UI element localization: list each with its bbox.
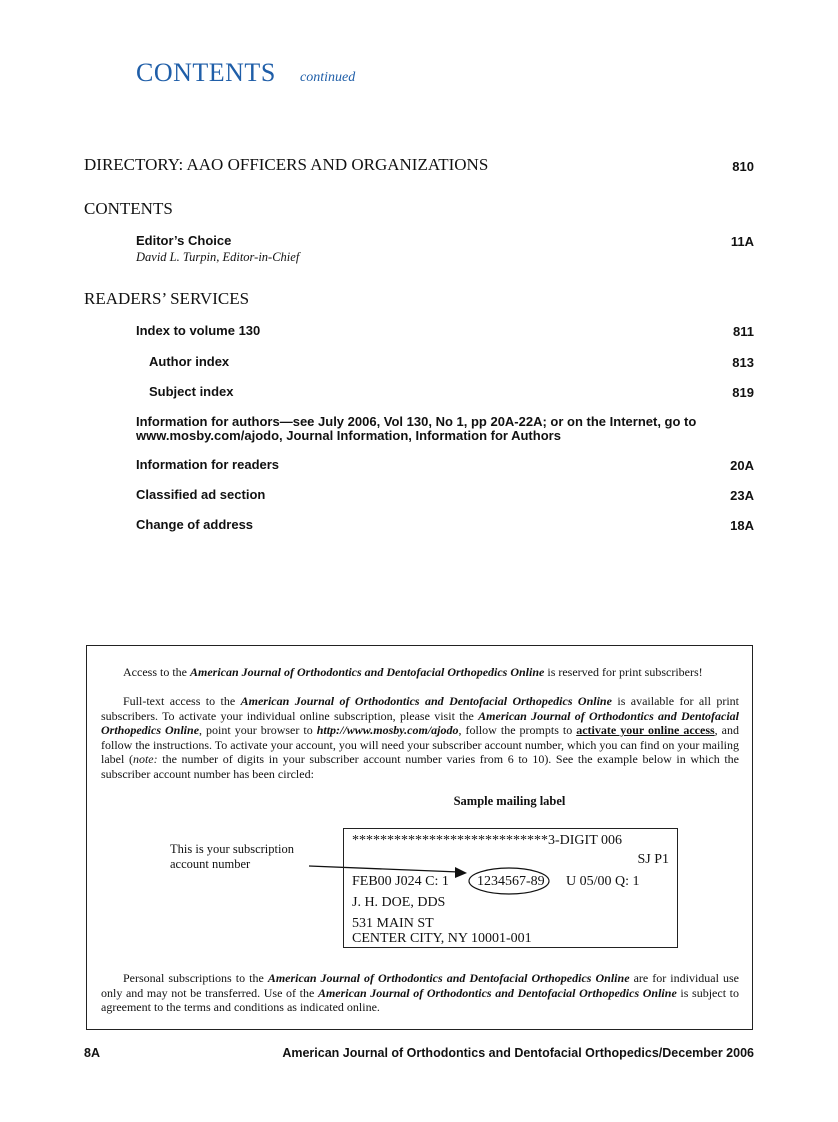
text: Full-text access to the bbox=[123, 694, 241, 708]
label-line: J. H. DOE, DDS bbox=[352, 895, 446, 910]
page-title: CONTENTS bbox=[136, 58, 276, 87]
toc-item[interactable]: Author index bbox=[149, 354, 230, 369]
label-line: SJ P1 bbox=[637, 852, 669, 867]
journal-url-link[interactable]: http://www.mosby.com/ajodo bbox=[316, 723, 459, 737]
section-heading-contents: CONTENTS bbox=[84, 199, 173, 218]
journal-name: American Journal of Orthodontics and Dentofacial Orthopedics Online bbox=[240, 694, 612, 708]
page-number: 813 bbox=[732, 355, 754, 370]
toc-item-author: David L. Turpin, Editor-in-Chief bbox=[136, 250, 300, 264]
text: is available for all print subscribers. To activate your individual online subscription, please visit the bbox=[101, 694, 739, 723]
toc-item[interactable]: Index to volume 130 bbox=[136, 323, 261, 338]
toc-item-editors-choice[interactable]: Editor’s Choice bbox=[136, 233, 232, 248]
sample-label-title: Sample mailing label bbox=[453, 794, 566, 808]
page-number: 810 bbox=[732, 159, 754, 174]
account-number-note: This is your subscription account number bbox=[170, 842, 294, 871]
section-heading-readers-services: READERS’ SERVICES bbox=[84, 289, 250, 308]
section-heading-directory: DIRECTORY: AAO OFFICERS AND ORGANIZATIONS bbox=[84, 155, 489, 174]
label-line: ****************************3-DIGIT 006 bbox=[352, 833, 623, 848]
toc-item-information-for-authors[interactable]: Information for authors—see July 2006, Vol 130, No 1, pp 20A-22A; or on the Internet, go to www.mosby.com/ajodo, Journal Information, Information for Authors bbox=[136, 414, 697, 443]
label-line: U 05/00 Q: 1 bbox=[566, 874, 640, 889]
notice-paragraph-3 bbox=[101, 971, 739, 1015]
text: , follow the prompts to bbox=[458, 723, 577, 737]
footer-journal: American Journal of Orthodontics and Dentofacial Orthopedics/December 2006 bbox=[282, 1046, 754, 1060]
page-number: 819 bbox=[732, 385, 754, 400]
page-number: 11A bbox=[730, 234, 754, 249]
note-label: note: bbox=[132, 752, 158, 766]
toc-item[interactable]: Information for readers bbox=[136, 457, 280, 472]
text: , and follow the instructions. To activate your account, you will need your subscriber account number, which you can find on your mailing label ( bbox=[101, 723, 740, 766]
toc-item[interactable]: Classified ad section bbox=[136, 487, 266, 502]
text: the number of digits in your subscriber account number varies from 6 to 10). See the example below in which the subscriber account number has been circled: bbox=[101, 752, 739, 781]
activate-access-link[interactable]: activate your online access bbox=[576, 723, 715, 737]
text: is subject to agreement to the terms and conditions as indicated online. bbox=[101, 985, 740, 1014]
online-access-notice-box bbox=[86, 645, 753, 1030]
page-subtitle: continued bbox=[300, 70, 356, 85]
footer-page-number: 8A bbox=[84, 1046, 100, 1060]
journal-name: American Journal of Orthodontics and Dentofacial Orthopedics Online bbox=[189, 665, 545, 679]
journal-name: American Journal of Orthodontics and Dentofacial Orthopedics Online bbox=[317, 985, 677, 1000]
toc-item[interactable]: Subject index bbox=[149, 384, 234, 399]
text: , point your browser to bbox=[199, 723, 317, 737]
page-number: 23A bbox=[730, 488, 754, 503]
journal-name: American Journal of Orthodontics and Dentofacial Orthopedics Online bbox=[101, 708, 739, 737]
toc-item[interactable]: Change of address bbox=[136, 517, 254, 532]
label-line: CENTER CITY, NY 10001-001 bbox=[352, 931, 532, 946]
account-number: 1234567-89 bbox=[477, 874, 545, 889]
text: Personal subscriptions to the bbox=[123, 971, 268, 985]
label-line: FEB00 J024 C: 1 bbox=[352, 874, 449, 889]
text: are for individual use only and may not be transferred. Use of the bbox=[101, 971, 740, 1000]
page-number: 811 bbox=[733, 324, 754, 339]
sample-mailing-label bbox=[343, 828, 678, 948]
page-number: 18A bbox=[730, 518, 754, 533]
text: is reserved for print subscribers! bbox=[544, 665, 703, 679]
text: Access to the bbox=[123, 665, 190, 679]
label-line: 531 MAIN ST bbox=[352, 916, 434, 931]
journal-name: American Journal of Orthodontics and Dentofacial Orthopedics Online bbox=[267, 971, 630, 985]
page-number: 20A bbox=[730, 458, 754, 473]
